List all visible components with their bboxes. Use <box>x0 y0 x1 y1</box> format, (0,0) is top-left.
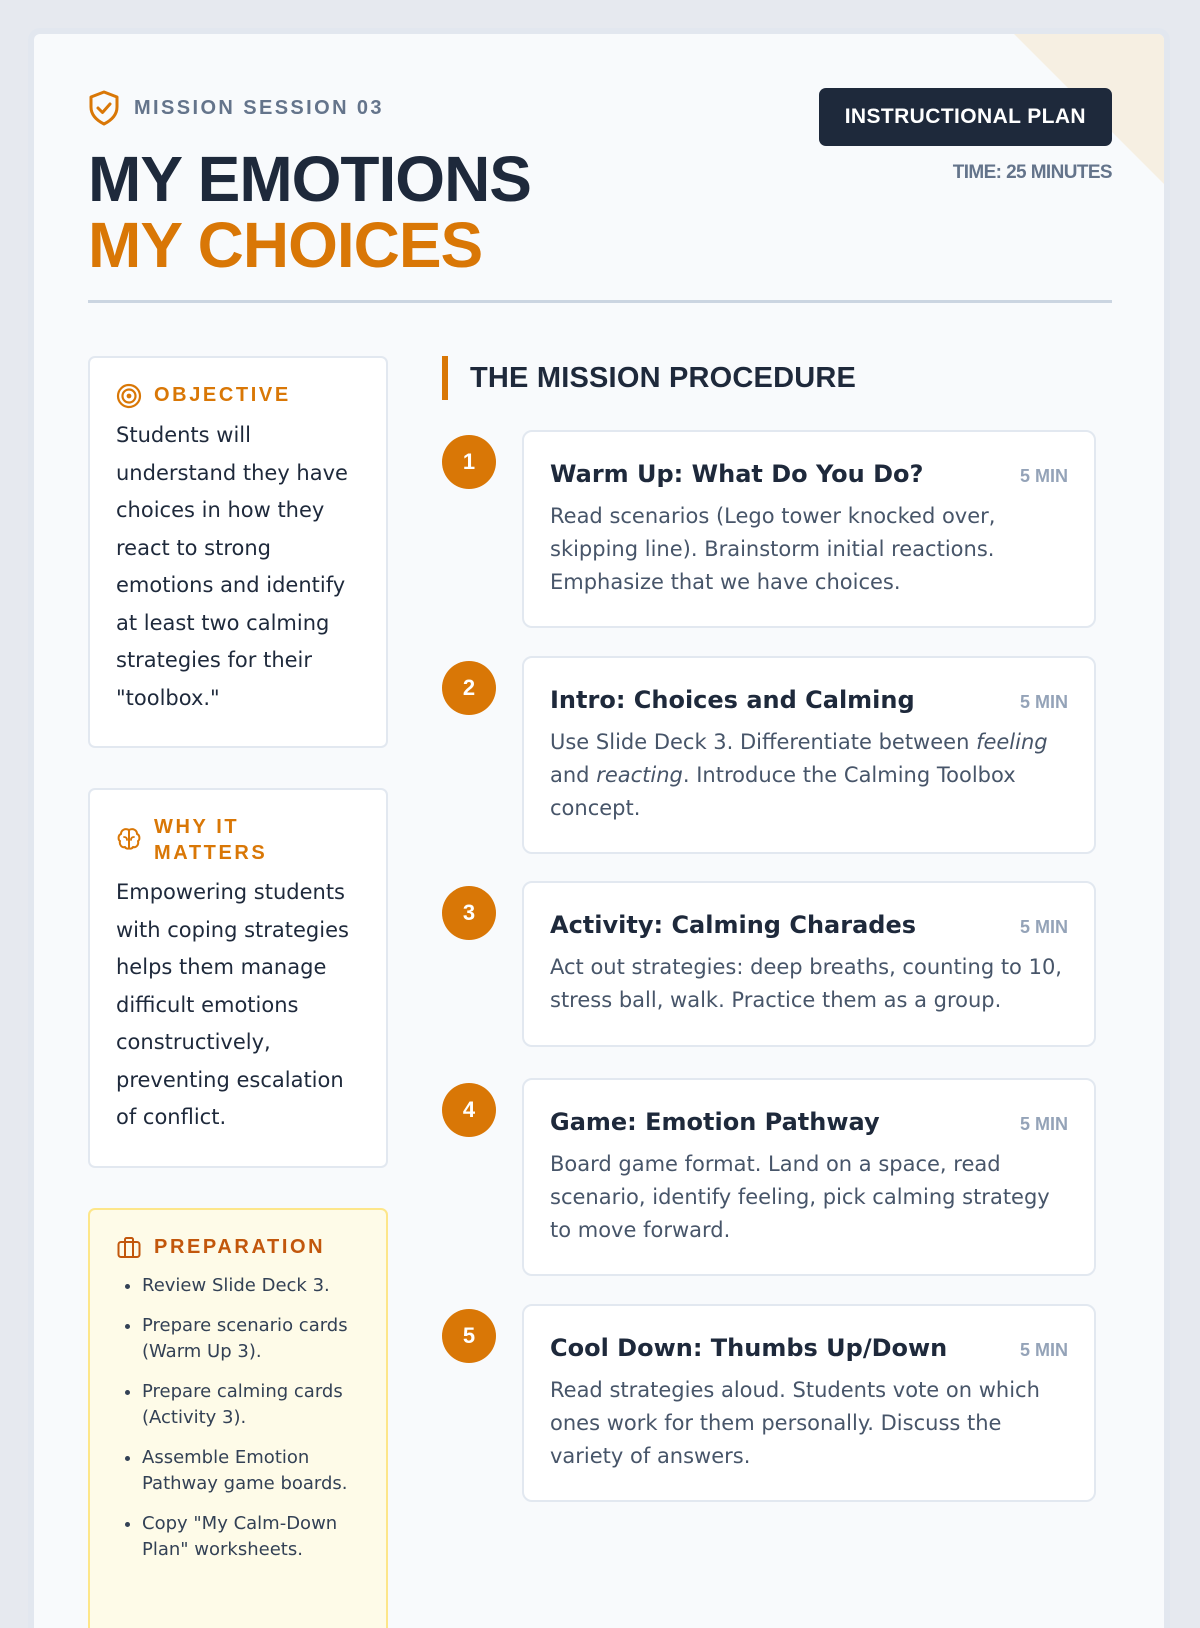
time-label: TIME: 25 MINUTES <box>952 162 1112 183</box>
step-title: Cool Down: Thumbs Up/Down <box>550 1334 948 1362</box>
list-item: • Review Slide Deck 3. <box>142 1273 360 1299</box>
step-duration: 5 MIN <box>1019 1340 1068 1360</box>
step-title: Activity: Calming Charades <box>550 911 916 939</box>
list-item: • Prepare calming cards (Activity 3). <box>142 1379 360 1431</box>
step-card-4 <box>522 1078 1096 1276</box>
list-item: • Copy "My Calm-Down Plan" worksheets. <box>142 1511 360 1563</box>
step-title: Game: Emotion Pathway <box>550 1108 880 1136</box>
step-description: Use Slide Deck 3. Differentiate between feeling and reacting. Introduce the Calming Toolbox concept. <box>550 730 1048 820</box>
objective-card <box>88 356 388 748</box>
step-duration: 5 MIN <box>1019 692 1068 712</box>
step-description: Read strategies aloud. Students vote on which ones work for them personally. Discuss the variety of answers. <box>550 1378 1040 1468</box>
step-duration: 5 MIN <box>1019 1114 1068 1134</box>
session-label: MISSION SESSION 03 <box>134 96 384 119</box>
list-item: • Assemble Emotion Pathway game boards. <box>142 1445 360 1497</box>
plan-type-badge: INSTRUCTIONAL PLAN <box>819 88 1112 146</box>
step-description: Read scenarios (Lego tower knocked over, skipping line). Brainstorm initial reactions. Emphasize that we have choices. <box>550 504 996 594</box>
target-icon <box>116 383 142 409</box>
why-it-matters-card <box>88 788 388 1168</box>
list-item: • Prepare scenario cards (Warm Up 3). <box>142 1313 360 1365</box>
step-title: Warm Up: What Do You Do? <box>550 460 924 488</box>
procedure-heading: THE MISSION PROCEDURE <box>442 356 856 400</box>
step-card-2 <box>522 656 1096 854</box>
title-line-1: MY EMOTIONS <box>88 143 531 215</box>
step-number-2: 2 <box>442 661 496 715</box>
step-number-4: 4 <box>442 1083 496 1137</box>
step-number-3: 3 <box>442 886 496 940</box>
step-title: Intro: Choices and Calming <box>550 686 915 714</box>
brain-icon <box>116 826 142 852</box>
session-eyebrow <box>88 90 384 126</box>
header-divider <box>88 300 1112 303</box>
page-title <box>88 143 531 281</box>
step-duration: 5 MIN <box>1019 917 1068 937</box>
objective-title: OBJECTIVE <box>154 384 291 406</box>
why-it-matters-text: Empowering students with coping strategies helps them manage difficult emotions constructively, preventing escalation of conflict. <box>116 880 349 1129</box>
step-card-1 <box>522 430 1096 628</box>
step-card-5 <box>522 1304 1096 1502</box>
step-number-5: 5 <box>442 1309 496 1363</box>
briefcase-icon <box>116 1235 142 1261</box>
why-it-matters-title: WHY IT MATTERS <box>154 816 268 864</box>
shield-check-icon <box>88 90 120 126</box>
objective-text: Students will understand they have choices in how they react to strong emotions and identify at least two calming strategies for their "toolbox." <box>116 423 348 710</box>
lesson-plan-page <box>28 28 1170 1628</box>
step-number-1: 1 <box>442 435 496 489</box>
preparation-card <box>88 1208 388 1628</box>
step-description: Act out strategies: deep breaths, counting to 10, stress ball, walk. Practice them as a group. <box>550 955 1062 1012</box>
preparation-list <box>116 1273 360 1563</box>
step-description: Board game format. Land on a space, read scenario, identify feeling, pick calming strategy to move forward. <box>550 1152 1050 1242</box>
step-card-3 <box>522 881 1096 1047</box>
step-duration: 5 MIN <box>1019 466 1068 486</box>
preparation-title: PREPARATION <box>154 1236 326 1258</box>
title-line-2: MY CHOICES <box>88 209 483 281</box>
